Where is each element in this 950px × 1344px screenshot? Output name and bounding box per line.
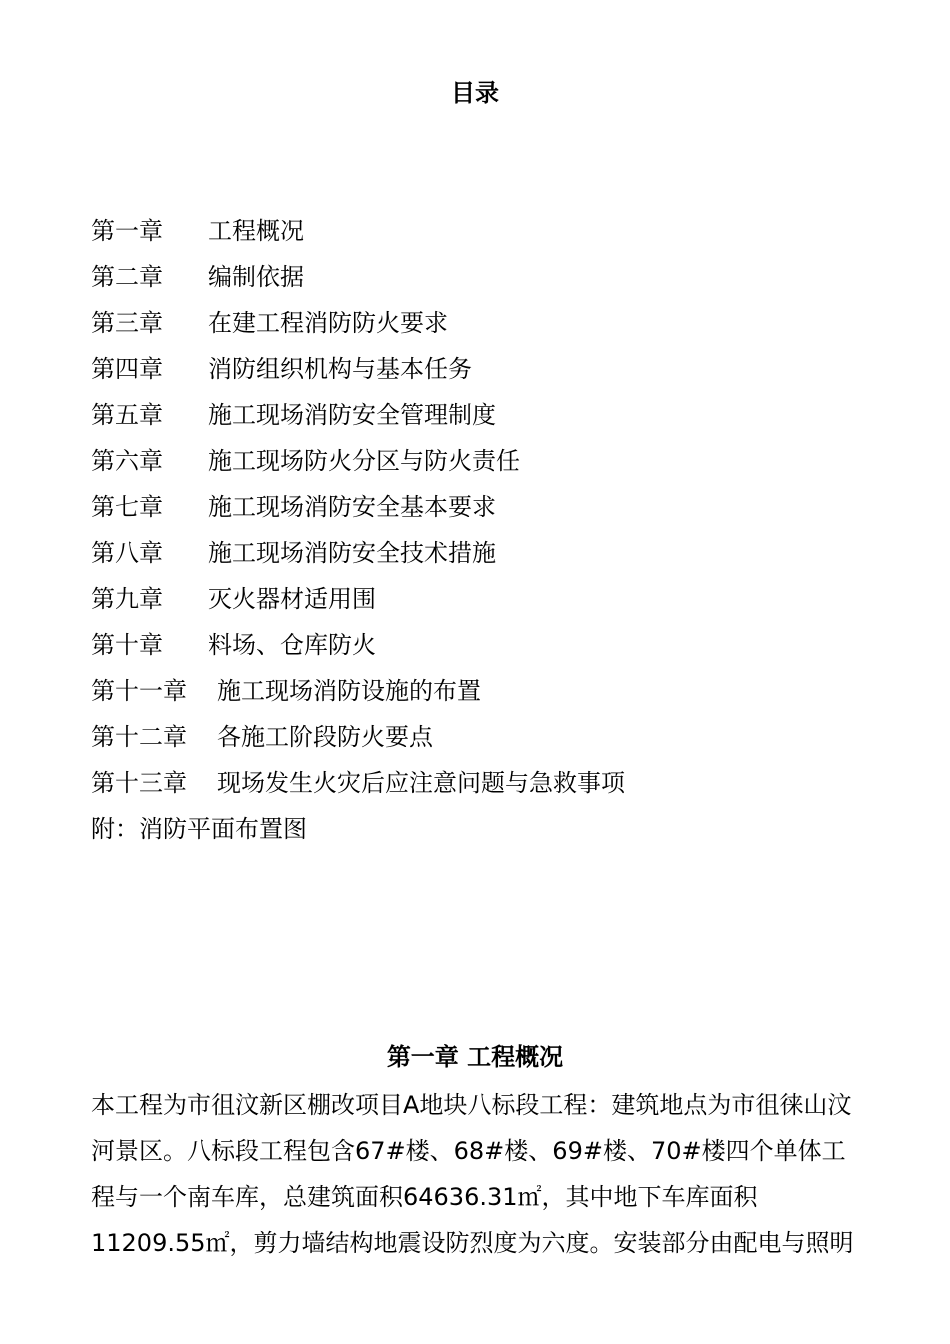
toc-item [91,764,625,810]
toc-item [91,672,625,718]
toc-chapter-title: 灭火器材适用围 [208,585,376,613]
toc-item [91,718,625,764]
toc-chapter-title: 施工现场消防安全基本要求 [208,493,496,521]
body-text-line: 程与一个南车库，总建筑面积64636.31㎡，其中地下车库面积 [91,1183,758,1211]
toc-chapter-number: 第十章 [91,631,163,659]
chapter-body [91,1082,866,1266]
body-text-line: 河景区。八标段工程包含67#楼、68#楼、69#楼、70#楼四个单体工 [91,1137,846,1165]
toc-item [91,580,625,626]
toc-chapter-number: 第八章 [91,539,163,567]
toc-chapter-title: 施工现场防火分区与防火责任 [208,447,520,475]
toc-title: 目录 [451,79,499,107]
toc-chapter-title: 消防组织机构与基本任务 [208,355,472,383]
toc-item [91,488,625,534]
toc-item [91,350,625,396]
toc-chapter-number: 第九章 [91,585,163,613]
toc-chapter-title: 各施工阶段防火要点 [217,723,433,751]
toc-chapter-title: 现场发生火灾后应注意问题与急救事项 [217,769,625,797]
toc-chapter-number: 第十一章 [91,677,187,705]
toc-chapter-title: 施工现场消防安全技术措施 [208,539,496,567]
body-text-line: 本工程为市徂汶新区棚改项目A地块八标段工程：建筑地点为市徂徕山汶 [91,1091,852,1119]
toc-chapter-number: 第二章 [91,263,163,291]
toc-item [91,304,625,350]
toc-chapter-title: 施工现场消防设施的布置 [217,677,481,705]
toc-item [91,258,625,304]
toc-appendix: 附：消防平面布置图 [91,815,307,843]
toc-chapter-number: 第七章 [91,493,163,521]
toc-chapter-number: 第十二章 [91,723,187,751]
toc-chapter-number: 第十三章 [91,769,187,797]
toc-chapter-title: 在建工程消防防火要求 [208,309,448,337]
toc-chapter-number: 第四章 [91,355,163,383]
chapter-heading: 第一章 工程概况 [386,1043,564,1071]
toc-chapter-number: 第五章 [91,401,163,429]
toc-item [91,212,625,258]
toc-item [91,534,625,580]
toc-chapter-title: 施工现场消防安全管理制度 [208,401,496,429]
toc-chapter-title: 编制依据 [208,263,304,291]
body-text-line: 11209.55㎡，剪力墙结构地震设防烈度为六度。安装部分由配电与照明 [91,1229,854,1257]
toc-chapter-title: 工程概况 [208,217,304,245]
toc-list [91,212,625,810]
toc-chapter-number: 第三章 [91,309,163,337]
toc-chapter-number: 第一章 [91,217,163,245]
toc-chapter-number: 第六章 [91,447,163,475]
toc-chapter-title: 料场、仓库防火 [208,631,376,659]
toc-item [91,396,625,442]
toc-item [91,442,625,488]
toc-item [91,626,625,672]
